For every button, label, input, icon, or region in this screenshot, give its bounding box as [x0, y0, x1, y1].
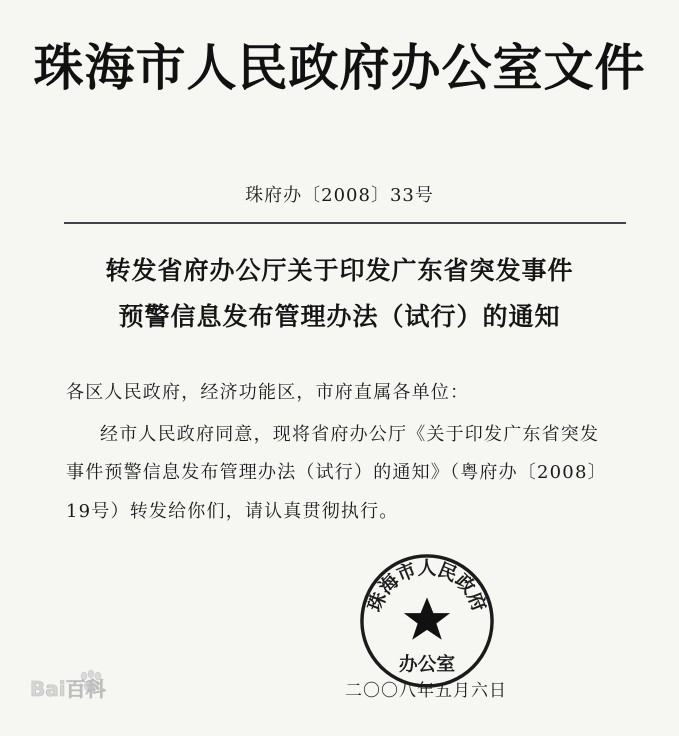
- addressee-line: 各区人民政府，经济功能区，市府直属各单位：: [66, 382, 470, 403]
- body-line-3: 19号）转发给你们，请认真贯彻执行。: [66, 501, 399, 522]
- document-number: 珠府办〔2008〕33号: [245, 185, 434, 206]
- official-seal: [358, 552, 496, 690]
- watermark-text: Bai百科: [30, 677, 106, 701]
- baike-watermark: [28, 664, 148, 704]
- document-title-line-2: 预警信息发布管理办法（试行）的通知: [118, 302, 561, 331]
- agency-header: 珠海市人民政府办公室文件: [33, 39, 646, 97]
- body-line-2: 事件预警信息发布管理办法（试行）的通知》（粤府办〔2008〕: [66, 462, 607, 483]
- seal-arc-text: 珠海市人民政府: [364, 558, 490, 615]
- body-line-1: 经市人民政府同意，现将省府办公厅《关于印发广东省突发: [100, 424, 600, 445]
- signature-date: 二〇〇八年五月六日: [345, 681, 507, 701]
- seal-bottom-text: 办公室: [398, 654, 456, 676]
- star-icon: [404, 597, 450, 639]
- document-title-line-1: 转发省府办公厅关于印发广东省突发事件: [105, 256, 574, 285]
- header-divider: [64, 222, 626, 224]
